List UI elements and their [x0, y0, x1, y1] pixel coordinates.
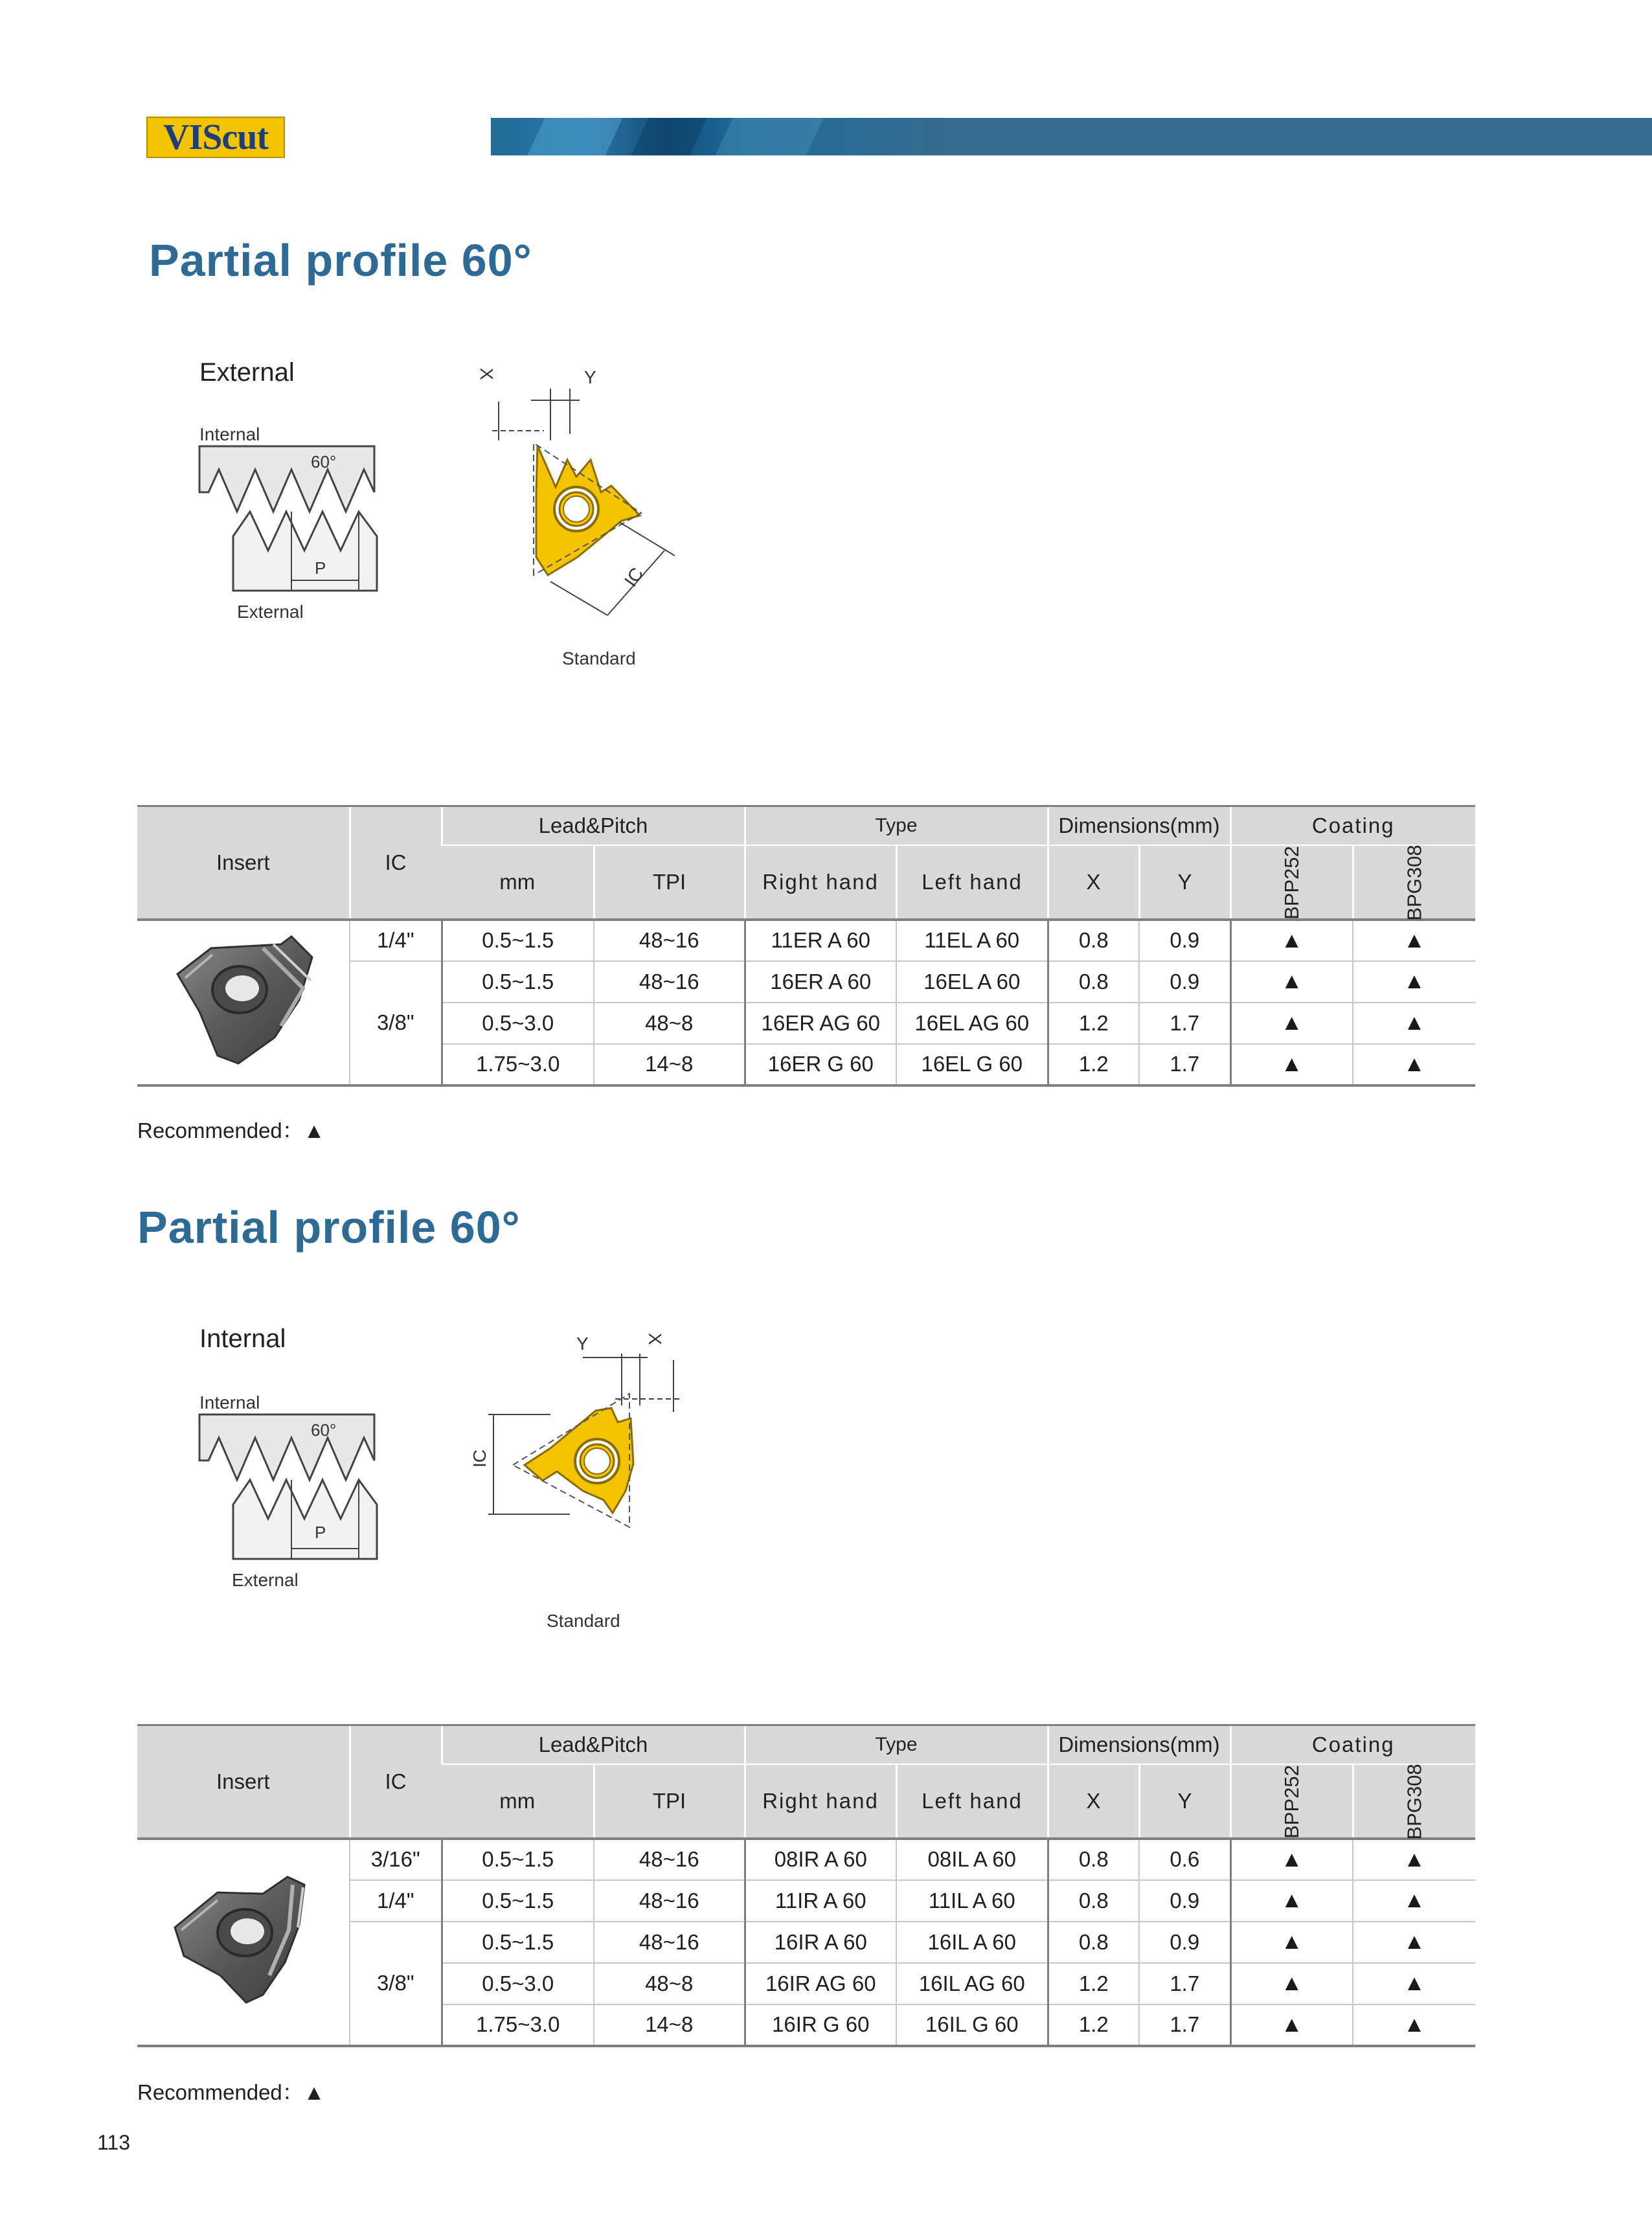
header-bpg308: BPG308: [1353, 845, 1475, 920]
header-lead-pitch: Lead&Pitch: [442, 1725, 745, 1764]
recommended-mark: ▲: [1353, 1044, 1475, 1085]
section2-title: Partial profile 60°: [137, 1202, 521, 1253]
table-row: 0.5~3.0 48~8 16IR AG 60 16IL AG 60 1.2 1.7 ▲ ▲: [137, 1963, 1475, 2005]
header-bpp252: BPP252: [1230, 1764, 1353, 1839]
profile-top-label: Internal: [199, 1392, 260, 1413]
ic-cell: 3/16": [350, 1839, 442, 1880]
header-dimensions: Dimensions(mm): [1048, 1725, 1230, 1764]
spec-table-internal: [137, 1724, 1475, 2047]
insert-image-cell: [137, 920, 350, 1085]
internal-insert-photo: [166, 1865, 321, 2014]
table-row: 0.5~3.0 48~8 16ER AG 60 16EL AG 60 1.2 1.7 ▲ ▲: [137, 1003, 1475, 1044]
header-right-hand: Right hand: [745, 1764, 896, 1839]
recommended-mark: ▲: [1230, 1880, 1353, 1922]
header-mm: mm: [442, 845, 594, 920]
dim-x-label: X: [645, 1333, 665, 1345]
header-banner: [491, 118, 1652, 155]
thread-profile-diagram-external: [194, 415, 427, 628]
recommended-mark: ▲: [1230, 920, 1353, 961]
header-coating: Coating: [1230, 806, 1475, 845]
header-insert: Insert: [137, 806, 350, 920]
recommended-mark: ▲: [1230, 2005, 1353, 2046]
ic-cell: 1/4": [350, 920, 442, 961]
header-x: X: [1048, 1764, 1139, 1839]
header-bpg308: BPG308: [1353, 1764, 1475, 1839]
recommended-mark: ▲: [1230, 961, 1353, 1003]
profile-top-label: Internal: [199, 424, 260, 444]
viscut-logo: VIScut: [146, 117, 285, 158]
dim-y-label: Y: [576, 1334, 589, 1354]
header-bpp252: BPP252: [1230, 845, 1353, 920]
recommended-mark: ▲: [1230, 1963, 1353, 2005]
recommended-mark: ▲: [1353, 1839, 1475, 1880]
recommended-mark: ▲: [1230, 1922, 1353, 1963]
thread-profile-diagram-internal: [194, 1383, 427, 1596]
table-row: 1.75~3.0 14~8 16ER G 60 16EL G 60 1.2 1.7 ▲ ▲: [137, 1044, 1475, 1085]
header-coating: Coating: [1230, 1725, 1475, 1764]
header-tpi: TPI: [594, 845, 745, 920]
table-row: 1/4" 0.5~1.5 48~16 11ER A 60 11EL A 60 0.8 0.9 ▲ ▲: [137, 920, 1475, 961]
table-row: 1/4" 0.5~1.5 48~16 11IR A 60 11IL A 60 0.8 0.9 ▲ ▲: [137, 1880, 1475, 1922]
header-type: Type: [745, 806, 1048, 845]
section1-title: Partial profile 60°: [149, 235, 532, 286]
recommended-mark: ▲: [1230, 1003, 1353, 1044]
diagram-caption: Standard: [562, 648, 636, 668]
header-x: X: [1048, 845, 1139, 920]
recommended-note: Recommended：▲: [137, 2080, 325, 2104]
ic-cell: 3/8": [350, 961, 442, 1085]
header-mm: mm: [442, 1764, 594, 1839]
recommended-mark: ▲: [1230, 1044, 1353, 1085]
angle-label: 60°: [311, 452, 337, 471]
header-tpi: TPI: [594, 1764, 745, 1839]
recommended-mark: ▲: [1353, 961, 1475, 1003]
pitch-label: P: [315, 1523, 326, 1542]
section1-subtitle: External: [199, 358, 295, 387]
page-number: 113: [97, 2131, 131, 2154]
external-insert-photo: [166, 929, 321, 1071]
profile-bottom-label: External: [232, 1570, 299, 1590]
table-row: 1.75~3.0 14~8 16IR G 60 16IL G 60 1.2 1.7 ▲ ▲: [137, 2005, 1475, 2046]
insert-image-cell: [137, 1839, 350, 2046]
recommended-mark: ▲: [1353, 1963, 1475, 2005]
header-left-hand: Left hand: [896, 845, 1048, 920]
spec-table-external: [137, 805, 1475, 1087]
header-ic: IC: [350, 1725, 442, 1839]
dim-y-label: Y: [584, 367, 596, 387]
ic-cell: 3/8": [350, 1922, 442, 2046]
pitch-label: P: [315, 558, 326, 578]
header-y: Y: [1139, 1764, 1230, 1839]
header-right-hand: Right hand: [745, 845, 896, 920]
dim-ic-label: IC: [470, 1449, 490, 1468]
header-type: Type: [745, 1725, 1048, 1764]
header-dimensions: Dimensions(mm): [1048, 806, 1230, 845]
recommended-mark: ▲: [1353, 1880, 1475, 1922]
recommended-mark: ▲: [1230, 1839, 1353, 1880]
insert-dimension-drawing-internal: [453, 1321, 699, 1645]
table-row: 3/16" 0.5~1.5 48~16 08IR A 60 08IL A 60 0.8 0.6 ▲ ▲: [137, 1839, 1475, 1880]
header-ic: IC: [350, 806, 442, 920]
header-y: Y: [1139, 845, 1230, 920]
header-lead-pitch: Lead&Pitch: [442, 806, 745, 845]
recommended-mark: ▲: [1353, 1003, 1475, 1044]
recommended-note: Recommended：▲: [137, 1119, 325, 1142]
diagram-caption: Standard: [547, 1611, 620, 1631]
profile-bottom-label: External: [237, 602, 304, 622]
header-insert: Insert: [137, 1725, 350, 1839]
recommended-mark: ▲: [1353, 1922, 1475, 1963]
dim-ic-label: IC: [620, 563, 648, 591]
angle-label: 60°: [311, 1420, 337, 1440]
ic-cell: 1/4": [350, 1880, 442, 1922]
header-left-hand: Left hand: [896, 1764, 1048, 1839]
dim-x-label: X: [477, 368, 497, 380]
table-row: 3/8" 0.5~1.5 48~16 16ER A 60 16EL A 60 0.8 0.9 ▲ ▲: [137, 961, 1475, 1003]
recommended-mark: ▲: [1353, 920, 1475, 961]
recommended-mark: ▲: [1353, 2005, 1475, 2046]
table-row: 3/8" 0.5~1.5 48~16 16IR A 60 16IL A 60 0.8 0.9 ▲ ▲: [137, 1922, 1475, 1963]
insert-dimension-drawing-external: [466, 363, 686, 674]
section2-subtitle: Internal: [199, 1324, 286, 1353]
